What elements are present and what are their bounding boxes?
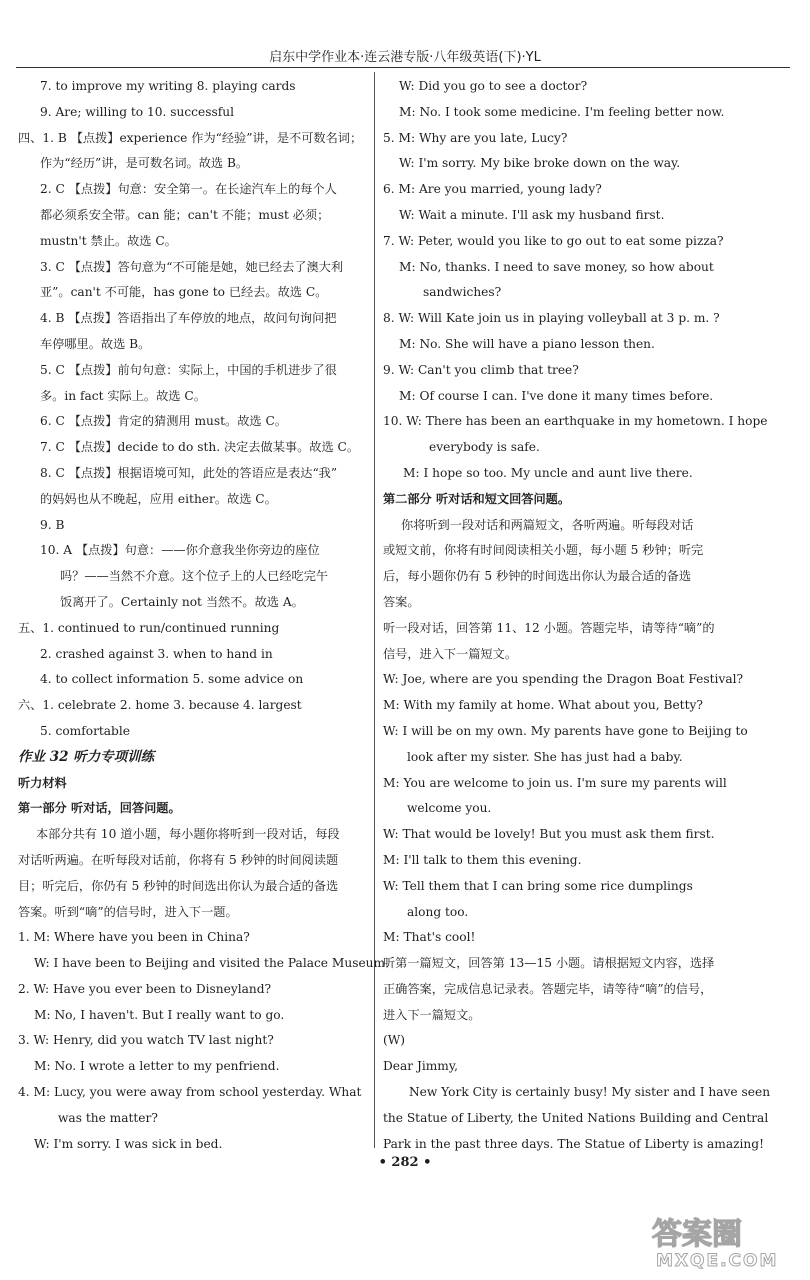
text-line: 作为“经历”讲，是可数名词。故选 B。	[40, 156, 249, 171]
text-line: 3. C 【点拨】答句意为“不可能是她，她已经去了澳大利	[40, 259, 344, 274]
text-line: W: Joe, where are you spending the Dragon Boat Festival?	[383, 672, 744, 687]
text-line: W: I will be on my own. My parents have gone to Beijing to	[383, 723, 748, 738]
text-line: M: No, I haven't. But I really want to go.	[34, 1007, 285, 1022]
page-number: • 282 •	[378, 1155, 432, 1170]
text-line: M: No, thanks. I need to save money, so how about	[399, 259, 714, 274]
column-divider	[374, 72, 375, 1148]
text-line: (W)	[383, 1033, 406, 1048]
text-line: 10. A 【点拨】句意：——你介意我坐你旁边的座位	[40, 543, 320, 558]
text-line: welcome you.	[407, 801, 492, 816]
text-line: 作业 32 听力专项训练	[18, 748, 155, 765]
text-line: M: No. She will have a piano lesson then.	[399, 336, 655, 351]
text-line: 都必须系安全带。can 能；can't 不能；must 必须；	[40, 207, 330, 222]
text-line: 2. C 【点拨】句意：安全第一。在长途汽车上的每个人	[40, 182, 337, 197]
text-line: 听第一篇短文，回答第 13—15 小题。请根据短文内容，选择	[383, 956, 715, 971]
text-line: W: I'm sorry. My bike broke down on the way.	[399, 156, 681, 171]
text-line: M: You are welcome to join us. I'm sure my parents will	[383, 775, 727, 790]
svg-text:答案圈: 答案圈	[652, 1217, 742, 1252]
text-line: 答案。	[383, 594, 420, 609]
text-line: 饭离开了。Certainly not 当然不。故选 A。	[60, 594, 304, 609]
text-line: 6. C 【点拨】肯定的猜测用 must。故选 C。	[40, 414, 287, 429]
text-line: 四、1. B 【点拨】experience 作为“经验”讲，是不可数名词；	[18, 130, 363, 145]
text-line: 5. M: Why are you late, Lucy?	[383, 130, 568, 145]
text-line: 9. Are; willing to 10. successful	[40, 104, 234, 119]
text-line: look after my sister. She has just had a baby.	[407, 749, 683, 764]
text-line: 8. C 【点拨】根据语境可知，此处的答语应是表达“我”	[40, 465, 338, 480]
text-line: 7. to improve my writing 8. playing cards	[40, 79, 296, 93]
text-line: sandwiches?	[423, 285, 502, 300]
text-line: 5. comfortable	[40, 723, 130, 738]
text-line: 9. W: Can't you climb that tree?	[383, 362, 579, 377]
text-line: 进入下一篇短文。	[383, 1007, 481, 1022]
text-line: 听力材料	[18, 775, 67, 790]
text-line: New York City is certainly busy! My sister and I have seen	[409, 1085, 771, 1100]
watermark-logo	[646, 1210, 796, 1272]
text-line: 听一段对话，回答第 11、12 小题。答题完毕，请等待“嘀”的	[383, 620, 715, 635]
text-line: W: I'm sorry. I was sick in bed.	[34, 1136, 223, 1151]
text-line: M: With my family at home. What about you, Betty?	[383, 698, 703, 713]
text-line: 8. W: Will Kate join us in playing volleyball at 3 p. m. ?	[383, 311, 720, 326]
text-line: M: That's cool!	[383, 930, 476, 945]
text-line: M: I'll talk to them this evening.	[383, 852, 582, 867]
text-line: 第一部分 听对话，回答问题。	[18, 801, 181, 816]
text-line: Dear Jimmy,	[383, 1059, 458, 1074]
text-line: 3. W: Henry, did you watch TV last night?	[18, 1033, 274, 1048]
text-line: 4. to collect information 5. some advice on	[40, 672, 304, 687]
text-line: Park in the past three days. The Statue of Liberty is amazing!	[383, 1136, 764, 1151]
running-header: 启东中学作业本·连云港专版·八年级英语(下)·YL	[269, 50, 541, 65]
text-line: M: No. I wrote a letter to my penfriend.	[34, 1059, 280, 1074]
text-line: 10. W: There has been an earthquake in my hometown. I hope	[383, 414, 768, 429]
text-line: 亚”。can't 不可能，has gone to 已经去。故选 C。	[40, 285, 328, 300]
left-column	[18, 74, 389, 1157]
text-line: along too.	[407, 904, 469, 919]
text-line: 4. M: Lucy, you were away from school yesterday. What	[18, 1085, 362, 1100]
text-line: mustn't 禁止。故选 C。	[40, 233, 177, 248]
text-line: 5. C 【点拨】前句句意：实际上，中国的手机进步了很	[40, 362, 337, 377]
text-line: 1. M: Where have you been in China?	[18, 930, 250, 945]
text-line: M: Of course I can. I've done it many times before.	[399, 388, 714, 403]
svg-text:MXQE.COM: MXQE.COM	[656, 1251, 779, 1271]
text-line: 本部分共有 10 道小题，每小题你将听到一段对话，每段	[36, 827, 340, 842]
header-rule	[16, 67, 790, 68]
text-line: W: Wait a minute. I'll ask my husband first.	[399, 207, 665, 222]
text-line: 2. crashed against 3. when to hand in	[40, 646, 273, 661]
text-line: W: I have been to Beijing and visited the Palace Museum.	[34, 956, 389, 971]
text-line: 吗？——当然不介意。这个位子上的人已经吃完午	[60, 569, 329, 584]
text-line: 第二部分 听对话和短文回答问题。	[383, 491, 571, 506]
text-line: the Statue of Liberty, the United Nations Building and Central	[383, 1110, 769, 1125]
text-line: 答案。听到“嘀”的信号时，进入下一题。	[18, 904, 238, 919]
text-line: 多。in fact 实际上。故选 C。	[40, 388, 206, 403]
text-line: 7. W: Peter, would you like to go out to eat some pizza?	[383, 233, 724, 248]
text-line: 4. B 【点拨】答语指出了车停放的地点，故问句询问把	[40, 311, 337, 326]
text-line: 车停哪里。故选 B。	[40, 336, 151, 351]
text-line: 你将听到一段对话和两篇短文，各听两遍。听每段对话	[401, 517, 694, 532]
text-line: 或短文前，你将有时间阅读相关小题，每小题 5 秒钟；听完	[383, 543, 704, 558]
text-line: W: Tell them that I can bring some rice dumplings	[383, 878, 693, 893]
text-line: 目；听完后，你仍有 5 秒钟的时间选出你认为最合适的备选	[18, 878, 339, 893]
text-line: 6. M: Are you married, young lady?	[383, 182, 602, 197]
text-line: 7. C 【点拨】decide to do sth. 决定去做某事。故选 C。	[40, 440, 360, 455]
text-line: W: Did you go to see a doctor?	[399, 79, 588, 93]
text-line: 后，每小题你仍有 5 秒钟的时间选出你认为最合适的备选	[383, 569, 692, 584]
text-line: 五、1. continued to run/continued running	[18, 620, 280, 635]
text-line: 正确答案，完成信息记录表。答题完毕，请等待“嘀”的信号，	[383, 981, 713, 996]
text-line: was the matter?	[58, 1110, 158, 1125]
text-line: 的妈妈也从不晚起，应用 either。故选 C。	[40, 491, 277, 506]
right-column	[383, 74, 771, 1157]
text-line: 2. W: Have you ever been to Disneyland?	[18, 981, 272, 996]
text-line: everybody is safe.	[429, 440, 540, 455]
text-line: 六、1. celebrate 2. home 3. because 4. largest	[18, 698, 302, 713]
text-line: M: I hope so too. My uncle and aunt live there.	[403, 465, 693, 480]
text-line: 信号，进入下一篇短文。	[383, 646, 518, 661]
text-line: 9. B	[40, 517, 65, 532]
text-line: M: No. I took some medicine. I'm feeling better now.	[399, 104, 725, 119]
text-line: W: That would be lovely! But you must ask them first.	[383, 827, 715, 842]
text-line: 对话听两遍。在听每段对话前，你将有 5 秒钟的时间阅读题	[18, 852, 339, 867]
